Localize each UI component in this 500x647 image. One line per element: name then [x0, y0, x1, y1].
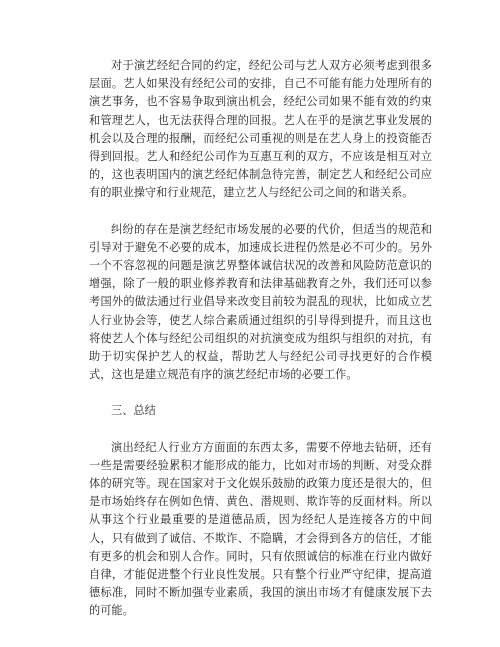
paragraph-disputes: 纠纷的存在是演艺经纪市场发展的必要的代价，但适当的规范和引导对于避免不必要的成本，加速成长进程仍然是必不可少的。另外一个不容忽视的问题是演艺界整体诚信状况的改善和风险防范意识的增强，除了一般的职业修养教育和法律基础教育之外，我们还可以参考国外的做法通过行业倡导来改变目前较为混乱的现状，比如成立艺人行业协会等，使艺人综合素质通过组织的引导得到提升，而且这也将使艺人个体与经纪公司组织的对抗演变成为组织与组织的对抗，有助于切实保护艺人的权益，帮助艺人与经纪公司寻找更好的合作模式，这也是建立规范有序的演艺经纪市场的必要工作。 — [89, 222, 432, 382]
paragraph-contract: 对于演艺经纪合同的约定，经纪公司与艺人双方必须考虑到很多层面。艺人如果没有经纪公司的安排，自己不可能有能力处理所有的演艺事务，也不容易争取到演出机会，经纪公司如果不能有效的约束和管理艺人，也无法获得合理的回报。艺人在乎的是演艺事业发展的机会以及合理的报酬，而经纪公司重视的则是在艺人身上的投资能否得到回报。艺人和经纪公司作为互惠互利的双方，不应该是相互对立的，这也表明国内的演艺经纪体制急待完善，制定艺人和经纪公司应有的职业操守和行业规范，建立艺人与经纪公司之间的和谐关系。 — [89, 59, 432, 200]
section-heading: 三、总结 — [111, 404, 156, 418]
paragraph-conclusion: 演出经纪人行业方方面面的东西太多，需要不停地去钻研，还有一些是需要经验累积才能形成的能力，比如对市场的判断、对受众群体的研究等。现在国家对于文化娱乐鼓励的政策力度还是很大的，但是市场始终存在例如色情、黄色、潜规则、欺诈等的反面材料。所以从事这个行业最重要的是道德品质，因为经纪人是连接各方的中间人，只有做到了诚信、不欺诈、不隐瞒，才会得到各方的信任，才能有更多的机会和别人合作。同时，只有依照诚信的标准在行业内做好自律，才能促进整个行业良性发展。只有整个行业严守纪律，提高道德标准，同时不断加强专业素质，我国的演出市场才有健康发展下去的可能。 — [89, 440, 432, 618]
paragraph-gap — [89, 384, 432, 402]
paragraph-gap — [89, 203, 432, 221]
paragraph-gap — [89, 421, 432, 439]
